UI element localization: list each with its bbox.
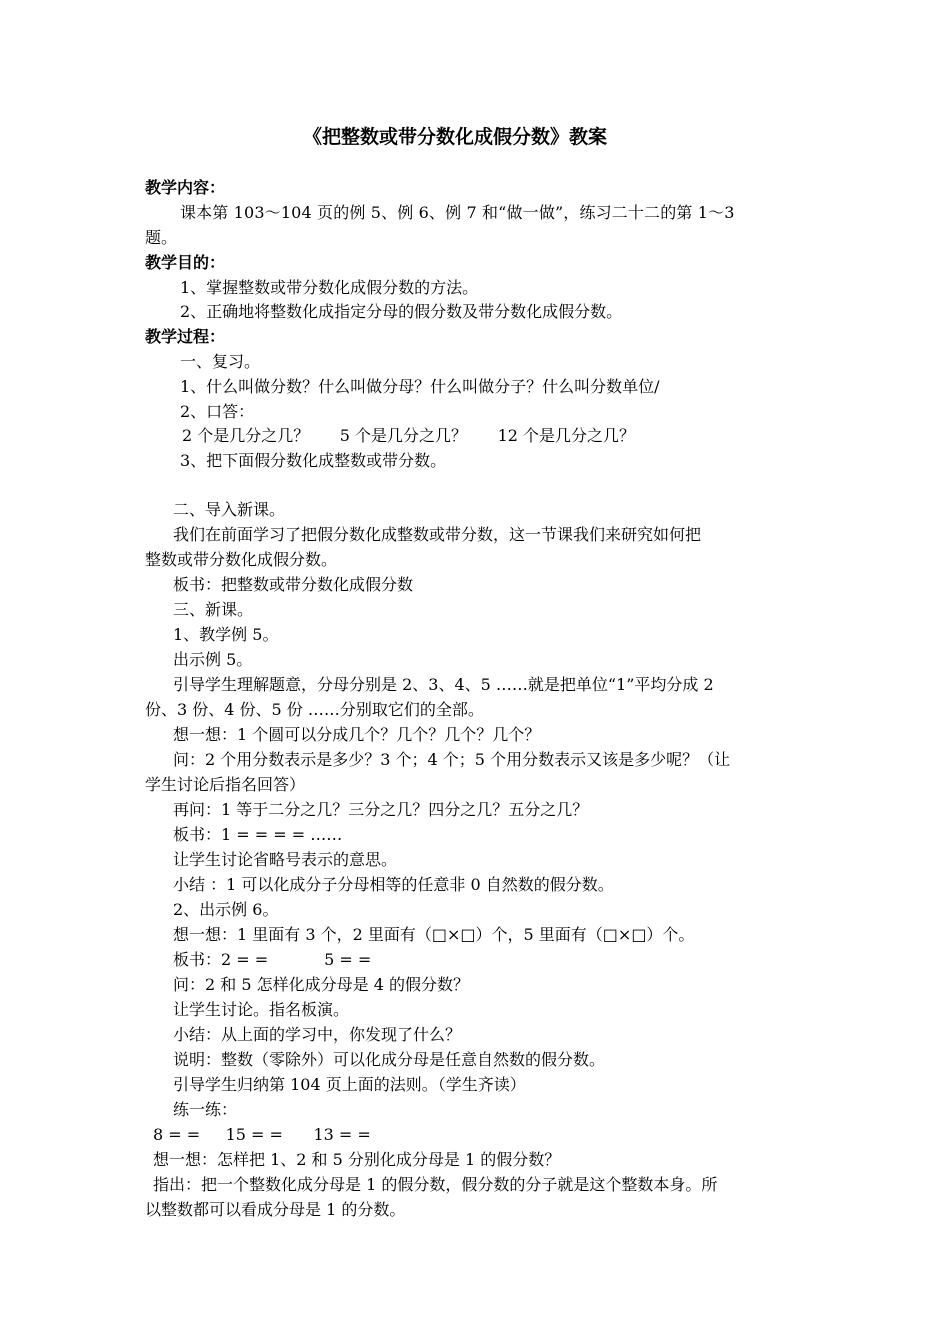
paragraph-line: 2 个是几分之几？ 5 个是几分之几？ 12 个是几分之几？ [182, 426, 636, 445]
paragraph-line: 板书：1 = = = = …… [173, 825, 343, 844]
paragraph-line: 问：2 和 5 怎样化成分母是 4 的假分数？ [173, 975, 469, 994]
paragraph-line: 练一练： [173, 1100, 238, 1119]
paragraph-line: 让学生讨论省略号表示的意思。 [173, 850, 398, 869]
paragraph-line: 1、什么叫做分数？什么叫做分母？什么叫做分子？什么叫分数单位/ [180, 377, 660, 396]
paragraph-line: 1、教学例 5。 [173, 625, 279, 644]
paragraph-line: 学生讨论后指名回答） [145, 775, 306, 794]
paragraph-line: 我们在前面学习了把假分数化成整数或带分数，这一节课我们来研究如何把 [173, 525, 702, 544]
paragraph-line: 1、掌握整数或带分数化成假分数的方法。 [180, 278, 479, 297]
paragraph-line: 指出：把一个整数化成分母是 1 的假分数，假分数的分子就是这个整数本身。所 [153, 1175, 718, 1194]
section-heading-content: 教学内容： [145, 178, 226, 197]
document-title: 《把整数或带分数化成假分数》教案 [303, 126, 608, 148]
paragraph-line: 想一想：怎样把 1、2 和 5 分别化成分母是 1 的假分数？ [153, 1150, 561, 1169]
paragraph-line: 想一想：1 里面有 3 个，2 里面有（□×□）个，5 里面有（□×□）个。 [173, 925, 695, 944]
paragraph-line: 2、口答： [180, 402, 255, 421]
paragraph-line: 三、新课。 [173, 600, 254, 619]
paragraph-line: 板书：把整数或带分数化成假分数 [173, 575, 414, 594]
paragraph-line: 整数或带分数化成假分数。 [145, 550, 338, 569]
section-heading-goals: 教学目的： [145, 253, 226, 272]
paragraph-line: 8 = = 15 = = 13 = = [153, 1125, 371, 1144]
paragraph-line: 2、正确地将整数化成指定分母的假分数及带分数化成假分数。 [180, 302, 623, 321]
paragraph-line: 让学生讨论。指名板演。 [173, 1000, 350, 1019]
paragraph-line: 问：2 个用分数表示是多少？3 个；4 个；5 个用分数表示又该是多少呢？（让 [173, 750, 731, 769]
paragraph-line: 再问：1 等于二分之几？三分之几？四分之几？五分之几？ [173, 800, 589, 819]
paragraph-line: 说明：整数（零除外）可以化成分母是任意自然数的假分数。 [173, 1050, 606, 1069]
paragraph-line: 一、复习。 [180, 352, 261, 371]
section-heading-process: 教学过程： [145, 327, 226, 346]
paragraph-line: 份、3 份、4 份、5 份 ……分别取它们的全部。 [145, 700, 484, 719]
paragraph-line: 以整数都可以看成分母是 1 的分数。 [145, 1200, 406, 1219]
paragraph-line: 想一想：1 个圆可以分成几个？几个？几个？几个？ [173, 725, 541, 744]
paragraph-line: 3、把下面假分数化成整数或带分数。 [180, 451, 447, 470]
paragraph-line: 二、导入新课。 [173, 500, 286, 519]
paragraph-line: 题。 [145, 228, 178, 247]
paragraph-line: 2、出示例 6。 [173, 900, 279, 919]
paragraph-line: 引导学生归纳第 104 页上面的法则。（学生齐读） [173, 1075, 526, 1094]
paragraph-line: 课本第 103～104 页的例 5、例 6、例 7 和“做一做”，练习二十二的第 1～3 [180, 203, 735, 222]
paragraph-line: 出示例 5。 [173, 650, 253, 669]
paragraph-line: 小结 ：1 可以化成分子分母相等的任意非 0 自然数的假分数。 [173, 875, 614, 894]
paragraph-line: 板书：2 = = 5 = = [173, 950, 372, 969]
paragraph-line: 引导学生理解题意，分母分别是 2、3、4、5 ……就是把单位“1”平均分成 2 [173, 675, 714, 694]
paragraph-line: 小结：从上面的学习中，你发现了什么？ [173, 1025, 462, 1044]
